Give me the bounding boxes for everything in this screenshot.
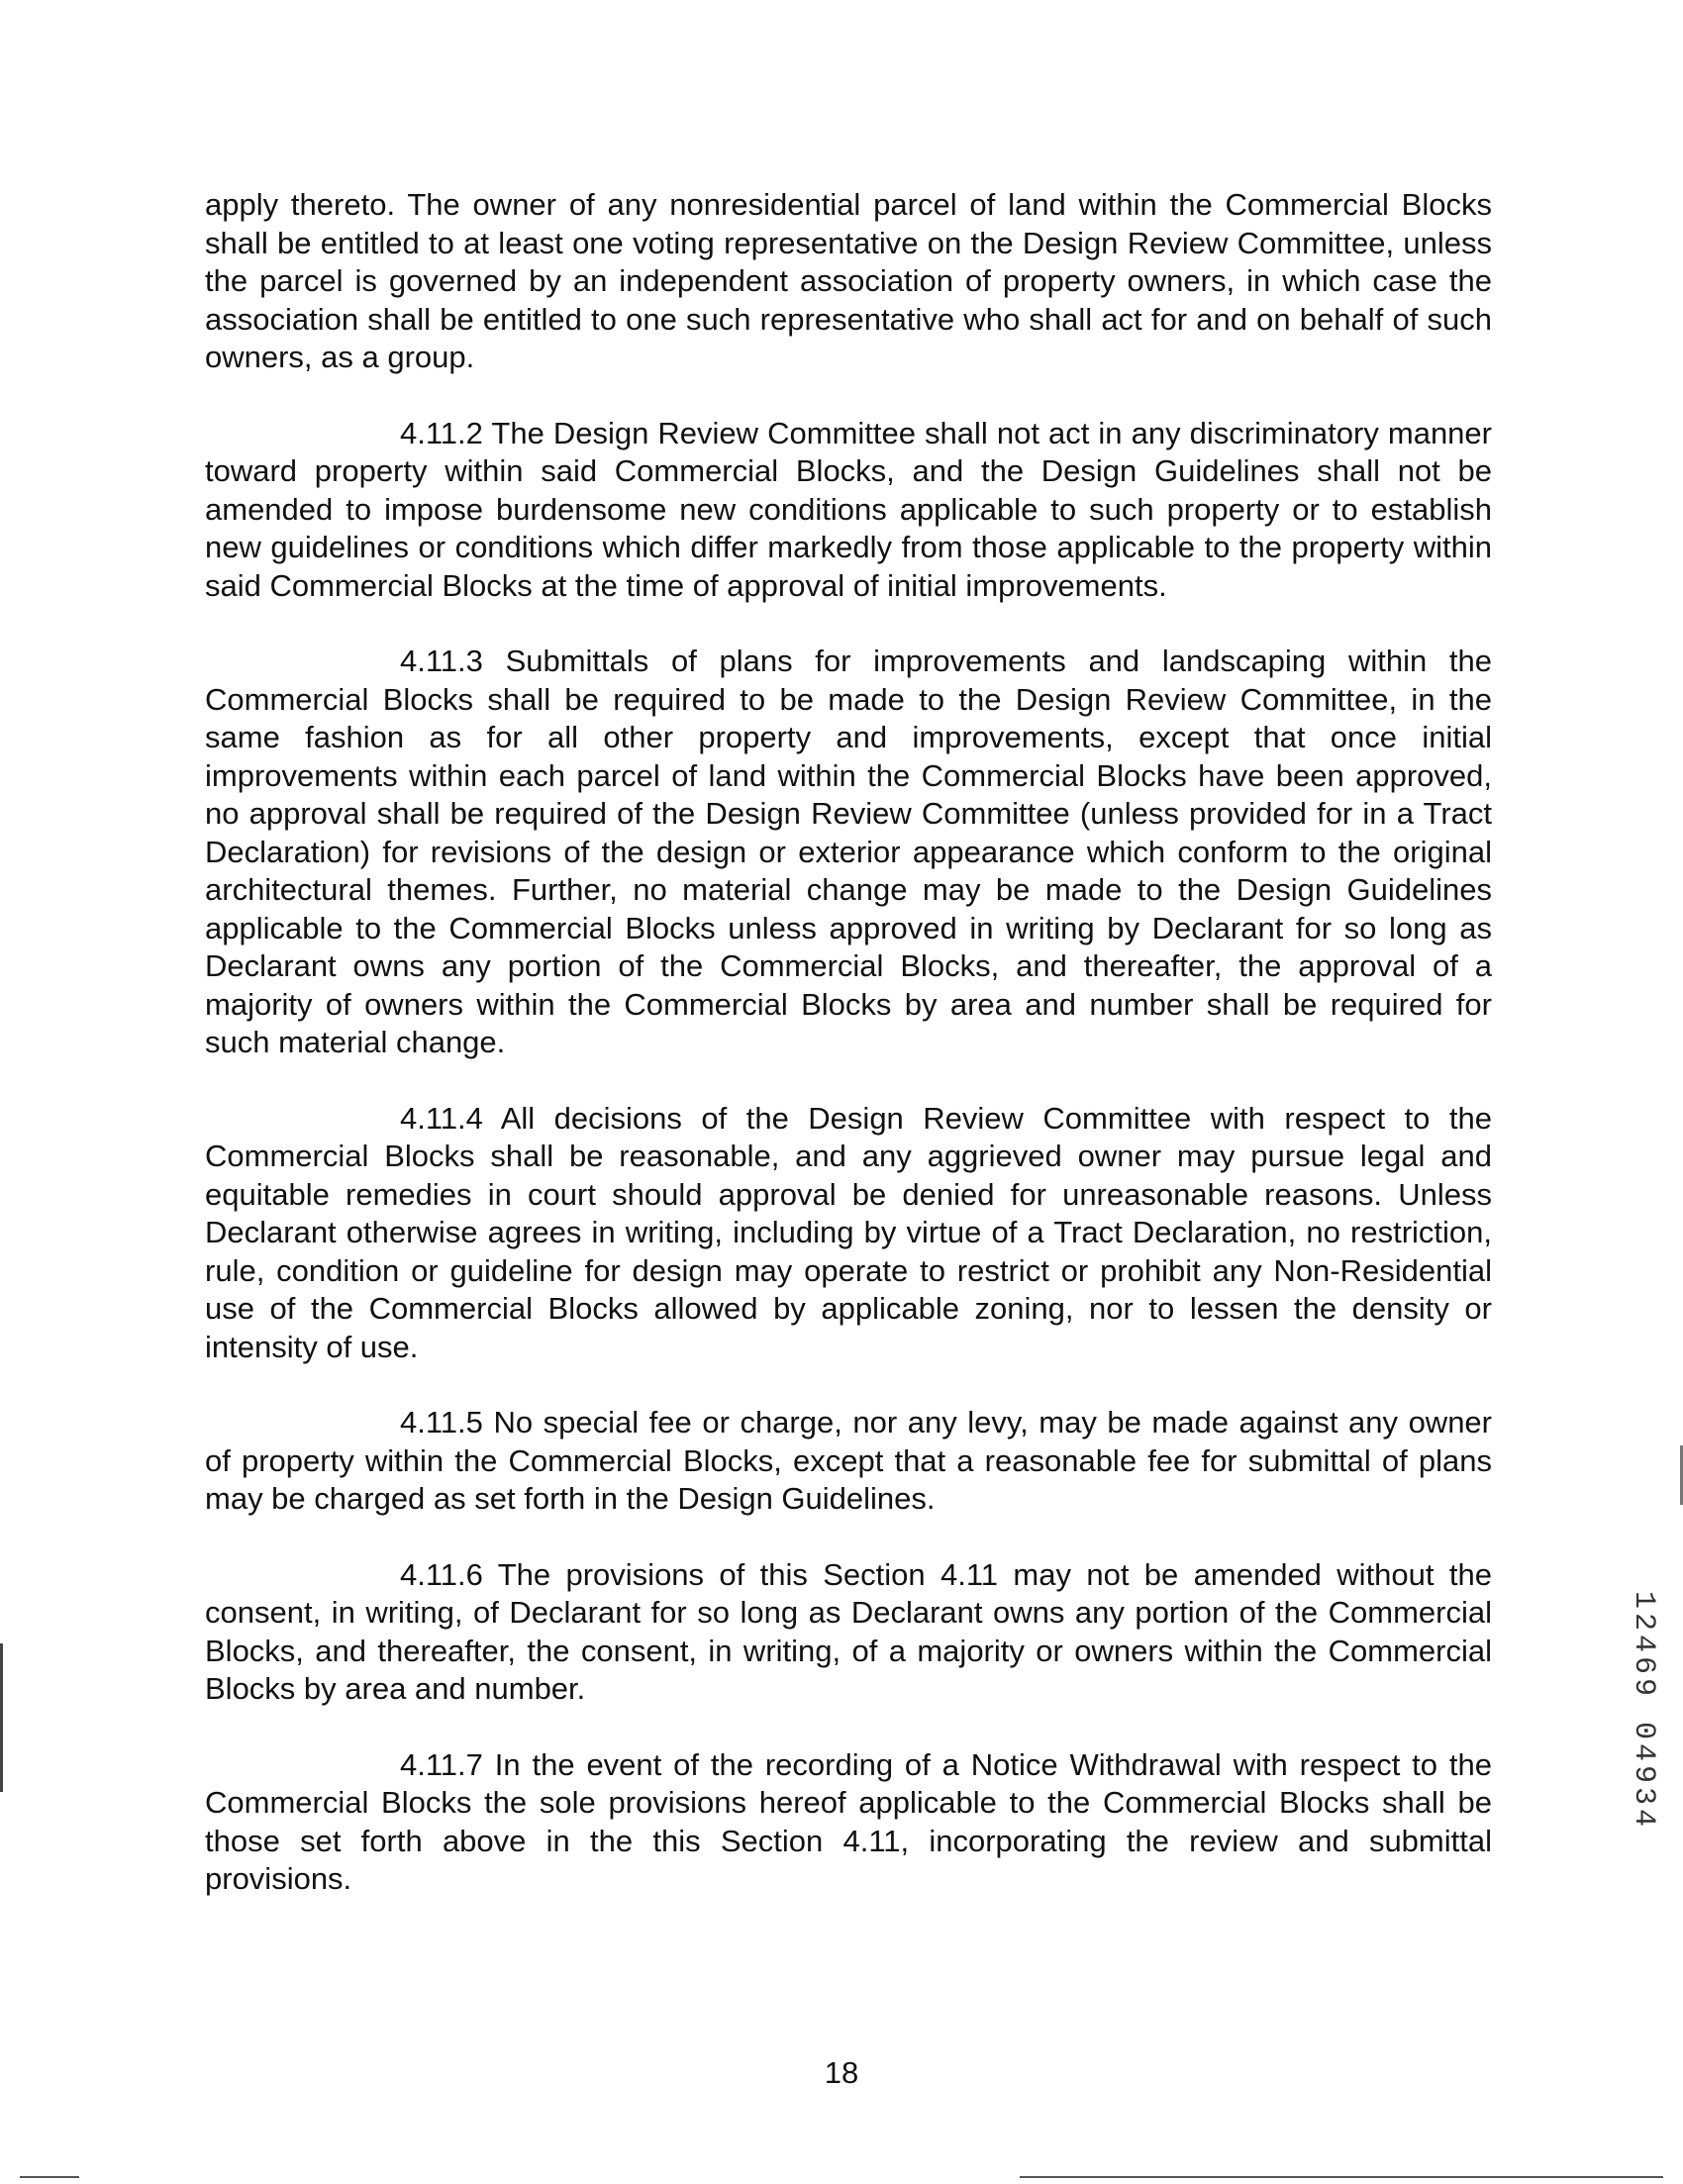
scan-edge-bottom xyxy=(1020,2176,1663,2178)
scan-edge-bottom xyxy=(20,2176,79,2178)
recording-stamp xyxy=(1624,1589,1663,1829)
paragraph-4-11-2 xyxy=(205,415,1492,606)
paragraph-4-11-3 xyxy=(205,643,1492,1062)
paragraph-4-11-7 xyxy=(205,1746,1492,1899)
paragraph-text: In the event of the recording of a Notice Withdrawal with respect to the Commercial Blocks the sole provisions hereof applicable to the Commercial Blocks shall be those set forth above in the this Section 4.11, incorporating the review and submittal provisions. xyxy=(205,1746,1492,1896)
document-body xyxy=(205,186,1492,1936)
section-number: 4.11.4 xyxy=(400,1100,483,1136)
paragraph-text: The Design Review Committee shall not act in any discriminatory manner toward property within said Commercial Blocks, and the Design Guidelines shall not be amended to impose burdensome new conditions applicable to such property or to establish new guidelines or conditions which differ markedly from those applicable to the property within said Commercial Blocks at the time of approval of initial improvements. xyxy=(205,415,1492,603)
page-number: 18 xyxy=(824,2055,859,2090)
paragraph-text: No special fee or charge, nor any levy, may be made against any owner of property within the Commercial Blocks, except that a reasonable fee for submittal of plans may be charged as set forth in the Design Guidelines. xyxy=(205,1405,1492,1516)
section-number: 4.11.3 xyxy=(400,644,483,678)
scan-edge-left xyxy=(0,1643,3,1792)
section-number: 4.11.6 xyxy=(400,1556,483,1592)
paragraph-continuation: apply thereto. The owner of any nonresidential parcel of land within the Commercial Blocks shall be entitled to at least one voting representative on the Design Review Committee, unless the parcel is governed by an independent association of property owners, in which case the association shall be entitled to one such representative who shall act for and on behalf of such owners, as a group. xyxy=(205,187,1492,374)
paragraph-text: Submittals of plans for improvements and landscaping within the Commercial Blocks shall be required to be made to the Design Review Committee, in the same fashion as for all other property and improvements, except that once initial improvements within each parcel of land within the Commercial Blocks have been approved, no approval shall be required of the Design Review Committee (unless provided for in a Tract Declaration) for revisions of the design or exterior appearance which conform to the original architectural themes. Further, no material change may be made to the Design Guidelines applicable to the Commercial Blocks unless approved in writing by Declarant for so long as Declarant owns any portion of the Commercial Blocks, and thereafter, the approval of a majority of owners within the Commercial Blocks by area and number shall be required for such material change. xyxy=(205,644,1492,1059)
paragraph-4-11-5 xyxy=(205,1404,1492,1519)
stamp-digit: 1 xyxy=(1627,1590,1660,1609)
stamp-digit: 9 xyxy=(1627,1764,1660,1783)
section-number: 4.11.2 xyxy=(400,415,483,450)
stamp-digit: 2 xyxy=(1627,1612,1660,1631)
paragraph-4-11-4 xyxy=(205,1100,1492,1367)
paragraph-4-11-6 xyxy=(205,1556,1492,1709)
section-number: 4.11.5 xyxy=(400,1405,483,1439)
stamp-digit: 4 xyxy=(1627,1634,1660,1652)
stamp-digit: 3 xyxy=(1627,1786,1660,1805)
stamp-digit: 0 xyxy=(1627,1721,1660,1739)
paragraph-text: All decisions of the Design Review Committee with respect to the Commercial Blocks shall be reasonable, and any aggrieved owner may pursue legal and equitable remedies in court should approval be denied for unreasonable reasons. Unless Declarant otherwise agrees in writing, including by virtue of a Tract Declaration, no restriction, rule, condition or guideline for design may operate to restrict or prohibit any Non-Residential use of the Commercial Blocks allowed by applicable zoning, nor to lessen the density or intensity of use. xyxy=(205,1100,1493,1364)
section-number: 4.11.7 xyxy=(400,1746,483,1782)
stamp-digit: 4 xyxy=(1627,1742,1660,1761)
stamp-digit: 9 xyxy=(1627,1677,1660,1696)
stamp-digit: 4 xyxy=(1627,1808,1660,1827)
stamp-digit: 6 xyxy=(1627,1655,1660,1674)
paragraph-text: The provisions of this Section 4.11 may not be amended without the consent, in writing, of Declarant for so long as Declarant owns any portion of the Commercial Blocks, and thereafter, the consent, in writing, of a majority or owners within the Commercial Blocks by area and number. xyxy=(205,1556,1492,1706)
